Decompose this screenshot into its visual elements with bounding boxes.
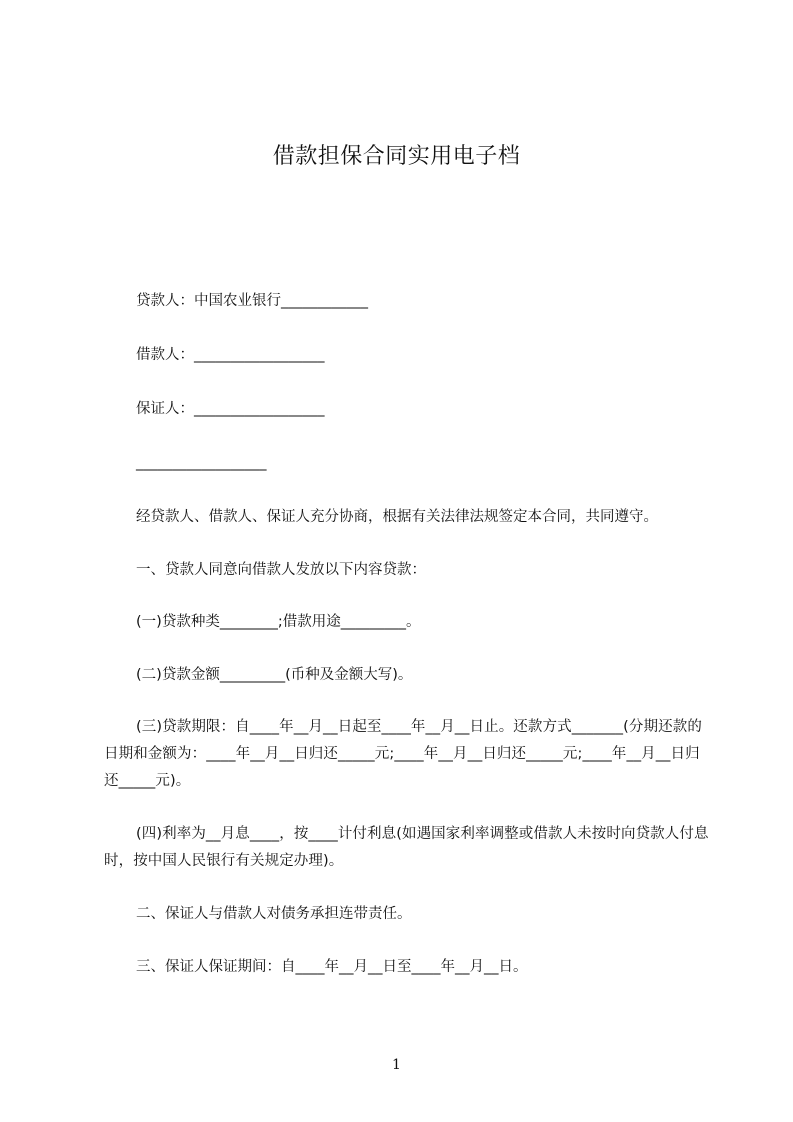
clause-one-item-three: (三)贷款期限：自____年__月__日起至____年__月__日止。还款方式_______(分期还款的日期和金额为：____年__月__日归还_____元;____年__月__日归还_____元;____年__月__日归还_____元)。 — [104, 719, 702, 789]
clause-one-item-one: (一)贷款种类________;借款用途_________。 — [136, 614, 421, 630]
borrower-line: 借款人：__________________ — [136, 347, 325, 363]
intro-paragraph: 经贷款人、借款人、保证人充分协商，根据有关法律法规签定本合同，共同遵守。 — [136, 509, 658, 525]
clause-one: 一、贷款人同意向借款人发放以下内容贷款： — [136, 562, 426, 578]
clause-two: 二、保证人与借款人对债务承担连带责任。 — [136, 906, 412, 922]
document-title: 借款担保合同实用电子档 — [272, 144, 521, 169]
clause-one-item-three-block — [104, 714, 714, 795]
clause-one-item-four-block — [104, 821, 714, 875]
clause-one-item-two: (二)贷款金额_________(币种及金额大写)。 — [136, 667, 413, 683]
blank-signature-line: __________________ — [136, 455, 267, 471]
lender-line: 贷款人：中国农业银行____________ — [136, 293, 368, 309]
clause-three: 三、保证人保证期间：自____年__月__日至____年__月__日。 — [136, 959, 528, 975]
page-number: 1 — [392, 1057, 401, 1073]
clause-one-item-four: (四)利率为__月息____，按____计付利息(如遇国家利率调整或借款人未按时向贷款人付息时，按中国人民银行有关规定办理)。 — [104, 826, 709, 869]
guarantor-line: 保证人：__________________ — [136, 401, 325, 417]
